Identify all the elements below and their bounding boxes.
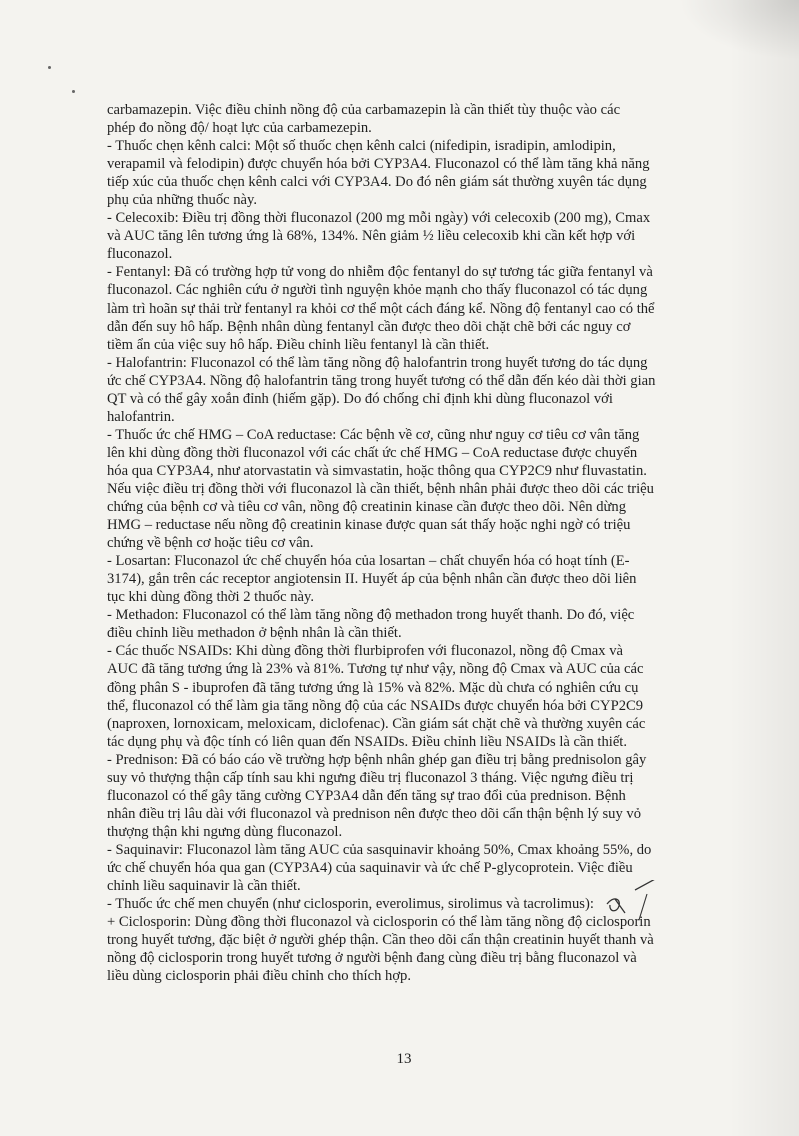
text-line: tiếp xúc của thuốc chẹn kênh calci với CYP3A4. Do đó nên giám sát thường xuyên tác dụng [107,174,647,191]
text-line: tiềm ẩn của việc suy hô hấp. Điều chỉnh liều fentanyl là cần thiết. [107,336,490,353]
text-line: - Thuốc ức chế HMG – CoA reductase: Các bệnh về cơ, cũng như nguy cơ tiêu cơ vân tăng [107,426,640,443]
text-line: hóa qua CYP3A4, như atorvastatin và simvastatin, hoặc thông qua CYP2C9 như fluvastatin. [107,462,647,479]
text-line: fluconazol. Các nghiên cứu ở người tình nguyện khỏe mạnh cho thấy fluconazol có tác dụng [107,282,648,299]
scan-speck [72,90,75,93]
text-line: phép đo nồng độ/ hoạt lực của carbamezepin. [107,120,372,137]
text-line: chứng của bệnh cơ và tiêu cơ vân, nồng độ creatinin kinase cần được theo dõi. Nên dừng [107,499,626,516]
scan-corner-shadow [679,0,799,60]
text-line: chỉnh liều saquinavir là cần thiết. [107,878,301,895]
text-line: phụ của những thuốc này. [107,192,258,209]
text-line: carbamazepin. Việc điều chỉnh nồng độ của carbamazepin là cần thiết tùy thuộc vào các [107,102,621,118]
text-line: - Losartan: Fluconazol ức chế chuyển hóa của losartan – chất chuyển hóa có hoạt tính (E- [107,553,630,570]
text-line: điều chỉnh liều methadon ở bệnh nhân là cần thiết. [107,625,402,642]
text-line: - Thuốc ức chế men chuyển (như ciclosporin, everolimus, sirolimus và tacrolimus): [107,896,594,913]
text-line: + Ciclosporin: Dùng đồng thời fluconazol và ciclosporin có thể làm tăng nồng độ ciclosporin [107,914,651,931]
text-line: - Thuốc chẹn kênh calci: Một số thuốc chẹn kênh calci (nifedipin, isradipin, amlodipin, [107,138,616,155]
text-line: và AUC tăng lên tương ứng là 68%, 134%. Nên giảm ½ liều celecoxib khi cần kết hợp với [107,228,636,245]
text-line: trong huyết tương, đặc biệt ở người ghép thận. Cần theo dõi cẩn thận creatinin huyết thanh và [107,932,654,949]
text-line: HMG – reductase nếu nồng độ creatinin kinase được quan sát thấy hoặc nghi ngờ có triệu [107,517,631,534]
text-line: làm trì hoãn sự thải trừ fentanyl ra khỏi cơ thể một cách đáng kể. Nồng độ fentanyl cao có thể [107,300,655,317]
page-number: 13 [396,1051,412,1067]
text-line: - Saquinavir: Fluconazol làm tăng AUC của sasquinavir khoảng 50%, Cmax khoảng 55%, do [107,841,652,858]
text-line: - Celecoxib: Điều trị đồng thời fluconazol (200 mg mỗi ngày) với celecoxib (200 mg), Cmax [107,210,651,227]
text-line: fluconazol có thể gây tăng cường CYP3A4 dẫn đến tăng sự trao đổi của prednison. Bệnh [107,787,626,804]
text-line: - Các thuốc NSAIDs: Khi dùng đồng thời flurbiprofen với fluconazol, nồng độ Cmax và [107,643,623,660]
text-line: - Prednison: Đã có báo cáo về trường hợp bệnh nhân ghép gan điều trị bằng prednisolon gây [107,751,647,768]
text-line: 3174), gắn trên các receptor angiotensin II. Huyết áp của bệnh nhân cần được theo dõi liên [107,571,637,588]
text-line: verapamil và felodipin) được chuyển hóa bởi CYP3A4. Fluconazol có thể làm tăng khả năng [107,156,650,173]
scan-edge-shadow [729,0,799,1136]
text-line: - Halofantrin: Fluconazol có thể làm tăng nồng độ halofantrin trong huyết tương do tác dụng [107,354,648,371]
text-line: fluconazol. [107,246,173,263]
text-line: chứng về bệnh cơ hoặc tiêu cơ vân. [107,535,314,552]
document-body [107,101,719,985]
scan-speck [48,66,51,69]
text-line: đồng phân S - ibuprofen đã tăng tương ứng là 15% và 82%. Mặc dù chưa có nghiên cứu cụ [107,679,639,696]
text-line: thể, fluconazol có thể làm gia tăng nồng độ của các NSAIDs được chuyển hóa bởi CYP2C9 [107,697,644,714]
text-line: suy vỏ thượng thận cấp tính sau khi ngưng điều trị fluconazol 3 tháng. Việc ngưng điều trị [107,769,634,786]
text-line: ức chế chuyển hóa qua gan (CYP3A4) của saquinavir và ức chế P-glycoprotein. Việc điều [107,859,633,876]
text-line: - Methadon: Fluconazol có thể làm tăng nồng độ methadon trong huyết thanh. Do đó, việc [107,607,635,624]
text-line: tác dụng phụ và độc tính có liên quan đến NSAIDs. Điều chỉnh liều NSAIDs là cần thiết. [107,733,627,750]
text-line: QT và có thể gây xoắn đỉnh (hiếm gặp). Do đó chống chỉ định khi dùng fluconazol với [107,390,613,407]
text-line: ức chế CYP3A4. Nồng độ halofantrin tăng trong huyết tương có thể dẫn đến kéo dài thời gian [107,372,656,389]
text-line: Nếu việc điều trị đồng thời với fluconazol là cần thiết, bệnh nhân phải được theo dõi các triệu [107,480,654,497]
text-line: tục khi dùng đồng thời 2 thuốc này. [107,589,315,606]
text-line: thượng thận khi ngưng dùng fluconazol. [107,823,343,840]
text-line: lên khi dùng đồng thời fluconazol với các chất ức chế HMG – CoA reductase được chuyển [107,444,638,461]
text-line: (naproxen, lornoxicam, meloxicam, diclofenac). Cần giám sát chặt chẽ và thường xuyên các [107,715,646,732]
handwritten-mark [595,880,675,925]
text-line: halofantrin. [107,408,175,425]
text-line: nhân điều trị lâu dài với fluconazol và prednison nên được theo dõi cẩn thận bệnh lý suy vỏ [107,805,641,822]
text-line: liều dùng ciclosporin phải điều chỉnh cho thích hợp. [107,968,411,985]
text-line: nồng độ ciclosporin trong huyết tương ở người bệnh đang cùng điều trị bằng fluconazol và [107,950,637,967]
text-line: AUC đã tăng tương ứng là 23% và 81%. Tương tự như vậy, nồng độ Cmax và AUC của các [107,661,644,678]
text-line: - Fentanyl: Đã có trường hợp tử vong do nhiễm độc fentanyl do sự tương tác giữa fentanyl và [107,264,653,281]
text-line: dẫn đến suy hô hấp. Bệnh nhân dùng fentanyl cần được theo dõi chặt chẽ bởi các nguy cơ [107,318,631,335]
